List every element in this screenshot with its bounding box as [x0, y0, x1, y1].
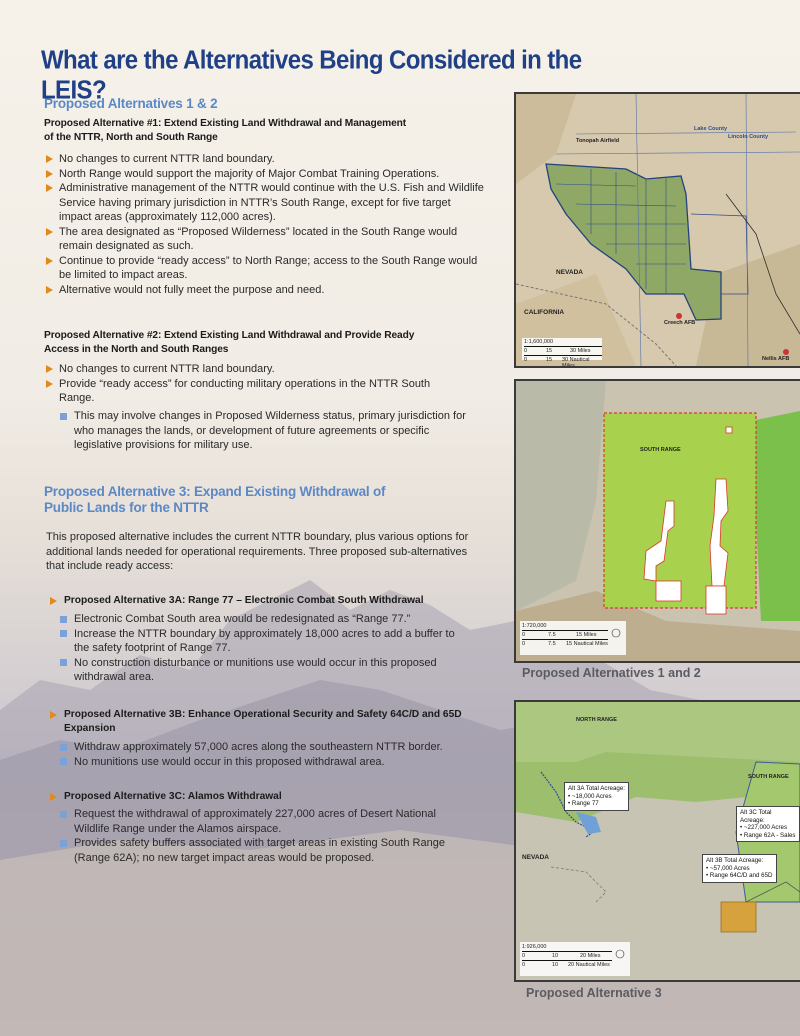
alt3b-heading: Proposed Alternative 3B: Enhance Operational Security and Safety 64C/D and 65D Expansion [50, 708, 474, 736]
map-label-nevada: NEVADA [556, 269, 583, 276]
alt3b-bullet-list [58, 740, 498, 769]
map-label-nellis-afb: Nellis AFB [762, 356, 790, 362]
list-item: The area designated as “Proposed Wilderness” located in the South Range would remain designated as such. [44, 225, 484, 254]
list-item: Increase the NTTR boundary by approximately 18,000 acres to add a buffer to the safety footprint of Range 77. [58, 627, 468, 656]
alt2-sub-bullet-list [58, 409, 468, 453]
square-bullet-icon [60, 758, 67, 765]
map-label-creech-afb: Creech AFB [664, 320, 696, 326]
map-label-south-range: SOUTH RANGE [748, 774, 789, 780]
section3-intro: This proposed alternative includes the current NTTR boundary, plus various options for additional lands needed for operational requirements. Three proposed sub-alternatives that include ready access: [46, 531, 469, 572]
triangle-bullet-icon [46, 228, 53, 236]
square-bullet-icon [60, 630, 67, 637]
scale-bar: 1:1,600,000 0 15 30 Miles 0 15 30 Nautical Miles [524, 339, 602, 363]
list-item: Electronic Combat South area would be redesignated as “Range 77.” [58, 612, 468, 627]
map3-caption: Proposed Alternative 3 [526, 986, 662, 1000]
map-label-nevada: NEVADA [522, 854, 549, 861]
map2-caption: Proposed Alternatives 1 and 2 [522, 666, 701, 680]
callout-alt3c: Alt 3C Total Acreage: • ~227,000 Acres • Range 62A - Sales [736, 806, 800, 842]
list-item: Provides safety buffers associated with target areas in existing South Range (Range 62A); no new target impact areas would be proposed. [58, 836, 468, 865]
triangle-bullet-icon [46, 380, 53, 388]
section-heading-alternatives-1-2: Proposed Alternatives 1 & 2 [44, 96, 218, 111]
map-label-south-range: SOUTH RANGE [640, 447, 681, 453]
alt1-heading-line1: Proposed Alternative #1: Extend Existing Land Withdrawal and Management [44, 118, 407, 129]
list-item: Alternative would not fully meet the purpose and need. [44, 283, 484, 298]
map-label-california: CALIFORNIA [524, 309, 565, 316]
list-item: Provide “ready access” for conducting military operations in the NTTR South Range. [44, 377, 454, 406]
list-item: Withdraw approximately 57,000 acres along the southeastern NTTR border. [58, 740, 498, 755]
square-bullet-icon [60, 744, 67, 751]
page-title: What are the Alternatives Being Considered in the LEIS? [41, 45, 582, 106]
square-bullet-icon [60, 840, 67, 847]
square-bullet-icon [60, 659, 67, 666]
triangle-bullet-icon [46, 286, 53, 294]
triangle-bullet-icon [50, 597, 57, 605]
map-alternative-3 [514, 700, 800, 982]
alt2-heading [44, 329, 514, 357]
list-item: Request the withdrawal of approximately 227,000 acres of Desert National Wildlife Range under the Alamos airspace. [58, 807, 468, 836]
alt3c-heading: Proposed Alternative 3C: Alamos Withdrawal [50, 790, 504, 804]
map-nttr-overview [514, 92, 800, 368]
callout-alt3a: Alt 3A Total Acreage: • ~18,000 Acres • Range 77 [564, 782, 629, 811]
map-label-lincoln-county: Lincoln County [728, 134, 769, 140]
list-item: No munitions use would occur in this proposed withdrawal area. [58, 755, 498, 770]
alt2-heading-line2: Access in the North and South Ranges [44, 344, 229, 355]
scale-bar: 1:720,000 0 7.5 15 Miles 0 7.5 15 Nautical Miles [522, 623, 608, 647]
map-label-north-range: NORTH RANGE [576, 717, 617, 723]
map-label-tonopah: Tonopah Airfield [576, 138, 620, 144]
list-item: This may involve changes in Proposed Wilderness status, primary jurisdiction for who manages the lands, or development of future agreements or specific legislative provisions for military use. [58, 409, 468, 453]
section3-heading-line2: Public Lands for the NTTR [44, 500, 209, 515]
triangle-bullet-icon [46, 170, 53, 178]
section-heading-alternative-3 [44, 484, 444, 516]
callout-alt3b: Alt 3B Total Acreage: • ~57,000 Acres • Range 64C/D and 65D [702, 854, 777, 883]
triangle-bullet-icon [46, 184, 53, 192]
alt1-heading-line2: of the NTTR, North and South Range [44, 132, 218, 143]
square-bullet-icon [60, 413, 67, 420]
list-item: No construction disturbance or munitions use would occur in this proposed withdrawal area. [58, 656, 468, 685]
map-south-range [514, 379, 800, 663]
list-item: North Range would support the majority of Major Combat Training Operations. [44, 167, 484, 182]
list-item: Continue to provide “ready access” to North Range; access to the South Range would be limited to impact areas. [44, 254, 484, 283]
alt3c-bullet-list [58, 807, 468, 865]
square-bullet-icon [60, 616, 67, 623]
list-item: No changes to current NTTR land boundary. [44, 152, 484, 167]
square-bullet-icon [60, 811, 67, 818]
south-range-map-graphic [516, 381, 800, 661]
section3-heading-line1: Proposed Alternative 3: Expand Existing Withdrawal of [44, 484, 386, 499]
scale-bar: 1:926,000 0 10 20 Miles 0 10 20 Nautical Miles [522, 944, 612, 968]
triangle-bullet-icon [46, 365, 53, 373]
alt2-bullet-list [44, 362, 454, 406]
triangle-bullet-icon [50, 793, 57, 801]
triangle-bullet-icon [46, 155, 53, 163]
list-item: Administrative management of the NTTR would continue with the U.S. Fish and Wildlife Service having primary jurisdiction in NTTR’s South Range, except for five target impact areas (approximately 112,000 acres). [44, 181, 484, 225]
alt2-heading-line1: Proposed Alternative #2: Extend Existing Land Withdrawal and Provide Ready [44, 330, 415, 341]
map-label-lake-county: Lake County [694, 126, 728, 132]
alt1-bullet-list [44, 152, 484, 297]
alt3a-bullet-list [58, 612, 468, 685]
alt3a-heading: Proposed Alternative 3A: Range 77 – Electronic Combat South Withdrawal [50, 594, 504, 608]
list-item: No changes to current NTTR land boundary. [44, 362, 454, 377]
triangle-bullet-icon [50, 711, 57, 719]
alt1-heading [44, 117, 514, 145]
triangle-bullet-icon [46, 257, 53, 265]
